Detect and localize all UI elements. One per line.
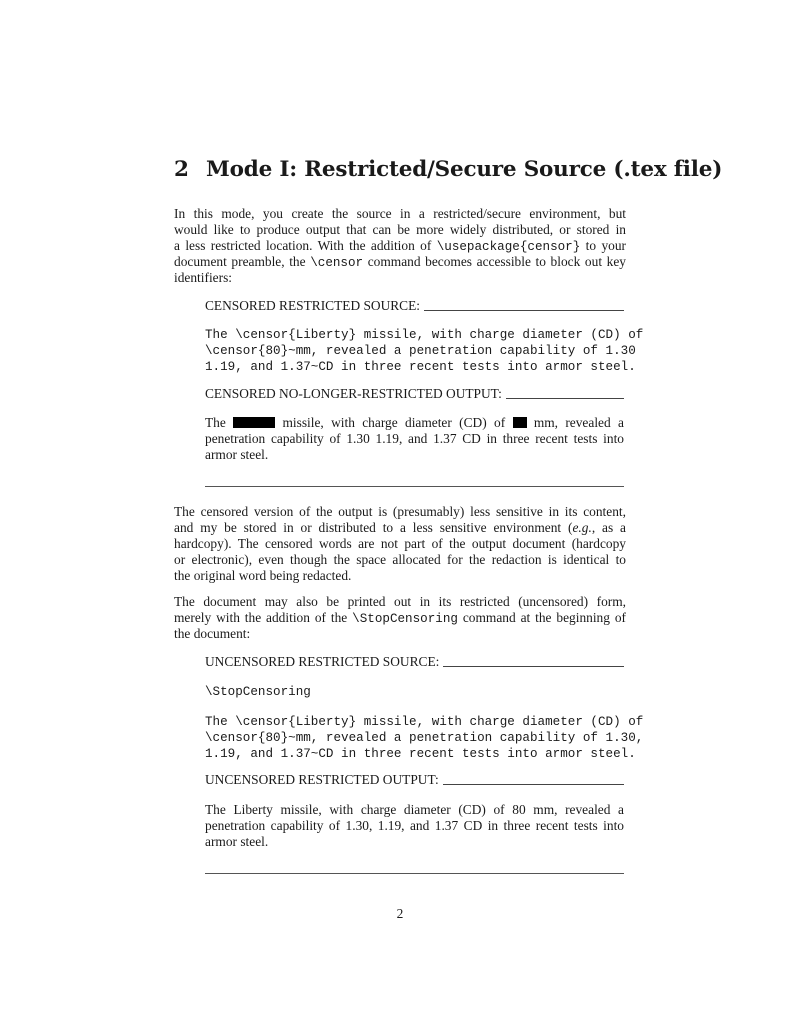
intro-line-1: In this mode, you create the source in a restricted/secure environment, but	[174, 206, 626, 221]
redaction-box-80	[513, 417, 527, 428]
intro-text: command becomes accessible to block out key	[363, 254, 626, 269]
label-text: UNCENSORED RESTRICTED SOURCE:	[205, 654, 440, 669]
label-rule	[506, 398, 624, 399]
code-line: \censor{80}~mm, revealed a penetration capability of 1.30	[205, 344, 636, 358]
inline-code-censor: \censor	[310, 256, 364, 270]
code-line: The \censor{Liberty} missile, with charge diameter (CD) of	[205, 715, 644, 729]
inline-code-usepackage: \usepackage{censor}	[436, 240, 581, 254]
output-text: mm, revealed a	[533, 415, 624, 430]
section-number: 2	[174, 157, 189, 182]
label-rule	[443, 666, 624, 667]
uncensored-output-label	[205, 772, 624, 788]
para3-line-1: The document may also be printed out in its restricted (uncensored) form,	[174, 594, 626, 609]
output-line-1	[205, 415, 624, 431]
para2-line-1: The censored version of the output is (presumably) less sensitive in its content,	[174, 504, 626, 519]
intro-line-4	[174, 254, 626, 271]
intro-line-2: would like to produce output that can be more widely distributed, or stored in	[174, 222, 626, 237]
page-number: 2	[396, 906, 404, 921]
para-text: , as a	[591, 520, 626, 535]
intro-text: document preamble, the	[174, 254, 311, 269]
para3-line-3: the document:	[174, 626, 251, 641]
code-line: \censor{80}~mm, revealed a penetration capability of 1.30,	[205, 731, 644, 745]
label-rule	[424, 310, 624, 311]
label-text: UNCENSORED RESTRICTED OUTPUT:	[205, 772, 439, 787]
intro-line-3	[174, 238, 626, 255]
para2-line-3: hardcopy). The censored words are not part of the output document (hardcopy	[174, 536, 626, 551]
code-line-stopcensoring: \StopCensoring	[205, 685, 311, 699]
uncensored-source-label	[205, 654, 624, 670]
censored-source-label	[205, 298, 624, 314]
para2-line-4: or electronic), even though the space allocated for the redaction is identical to	[174, 552, 626, 567]
section-heading	[174, 157, 722, 182]
label-text: CENSORED NO-LONGER-RESTRICTED OUTPUT:	[205, 386, 502, 401]
uncensored-output-line-1: The Liberty missile, with charge diameter (CD) of 80 mm, revealed a	[205, 802, 624, 817]
para3-line-2	[174, 610, 626, 627]
label-text: CENSORED RESTRICTED SOURCE:	[205, 298, 421, 313]
censored-output-label	[205, 386, 624, 402]
para-text: command at the beginning of	[457, 610, 627, 625]
inline-code-stopcensoring: \StopCensoring	[352, 612, 458, 626]
code-line: 1.19, and 1.37~CD in three recent tests into armor steel.	[205, 360, 636, 374]
divider-rule	[205, 486, 624, 487]
uncensored-output-line-3: armor steel.	[205, 834, 269, 849]
intro-text: to your	[580, 238, 626, 253]
label-rule	[443, 784, 624, 785]
redaction-box-liberty	[233, 417, 275, 428]
intro-text: a less restricted location. With the addition of	[174, 238, 437, 253]
code-line: 1.19, and 1.37~CD in three recent tests into armor steel.	[205, 747, 636, 761]
code-line: The \censor{Liberty} missile, with charge diameter (CD) of	[205, 328, 644, 342]
output-line-3: armor steel.	[205, 447, 269, 462]
output-text: missile, with charge diameter (CD) of	[282, 415, 506, 430]
para-text: merely with the addition of the	[174, 610, 353, 625]
uncensored-output-line-2: penetration capability of 1.30, 1.19, and 1.37 CD in three recent tests into	[205, 818, 624, 833]
output-text: The	[205, 415, 226, 430]
para-emphasis: e.g.	[572, 520, 592, 535]
divider-rule	[205, 873, 624, 874]
para2-line-2	[174, 520, 626, 536]
section-title: Mode I: Restricted/Secure Source (.tex file)	[206, 157, 723, 182]
para-text: and my be stored in or distributed to a less sensitive environment (	[174, 520, 573, 535]
output-line-2: penetration capability of 1.30 1.19, and 1.37 CD in three recent tests into	[205, 431, 624, 446]
para2-line-5: the original word being redacted.	[174, 568, 352, 583]
intro-line-5: identifiers:	[174, 270, 233, 285]
